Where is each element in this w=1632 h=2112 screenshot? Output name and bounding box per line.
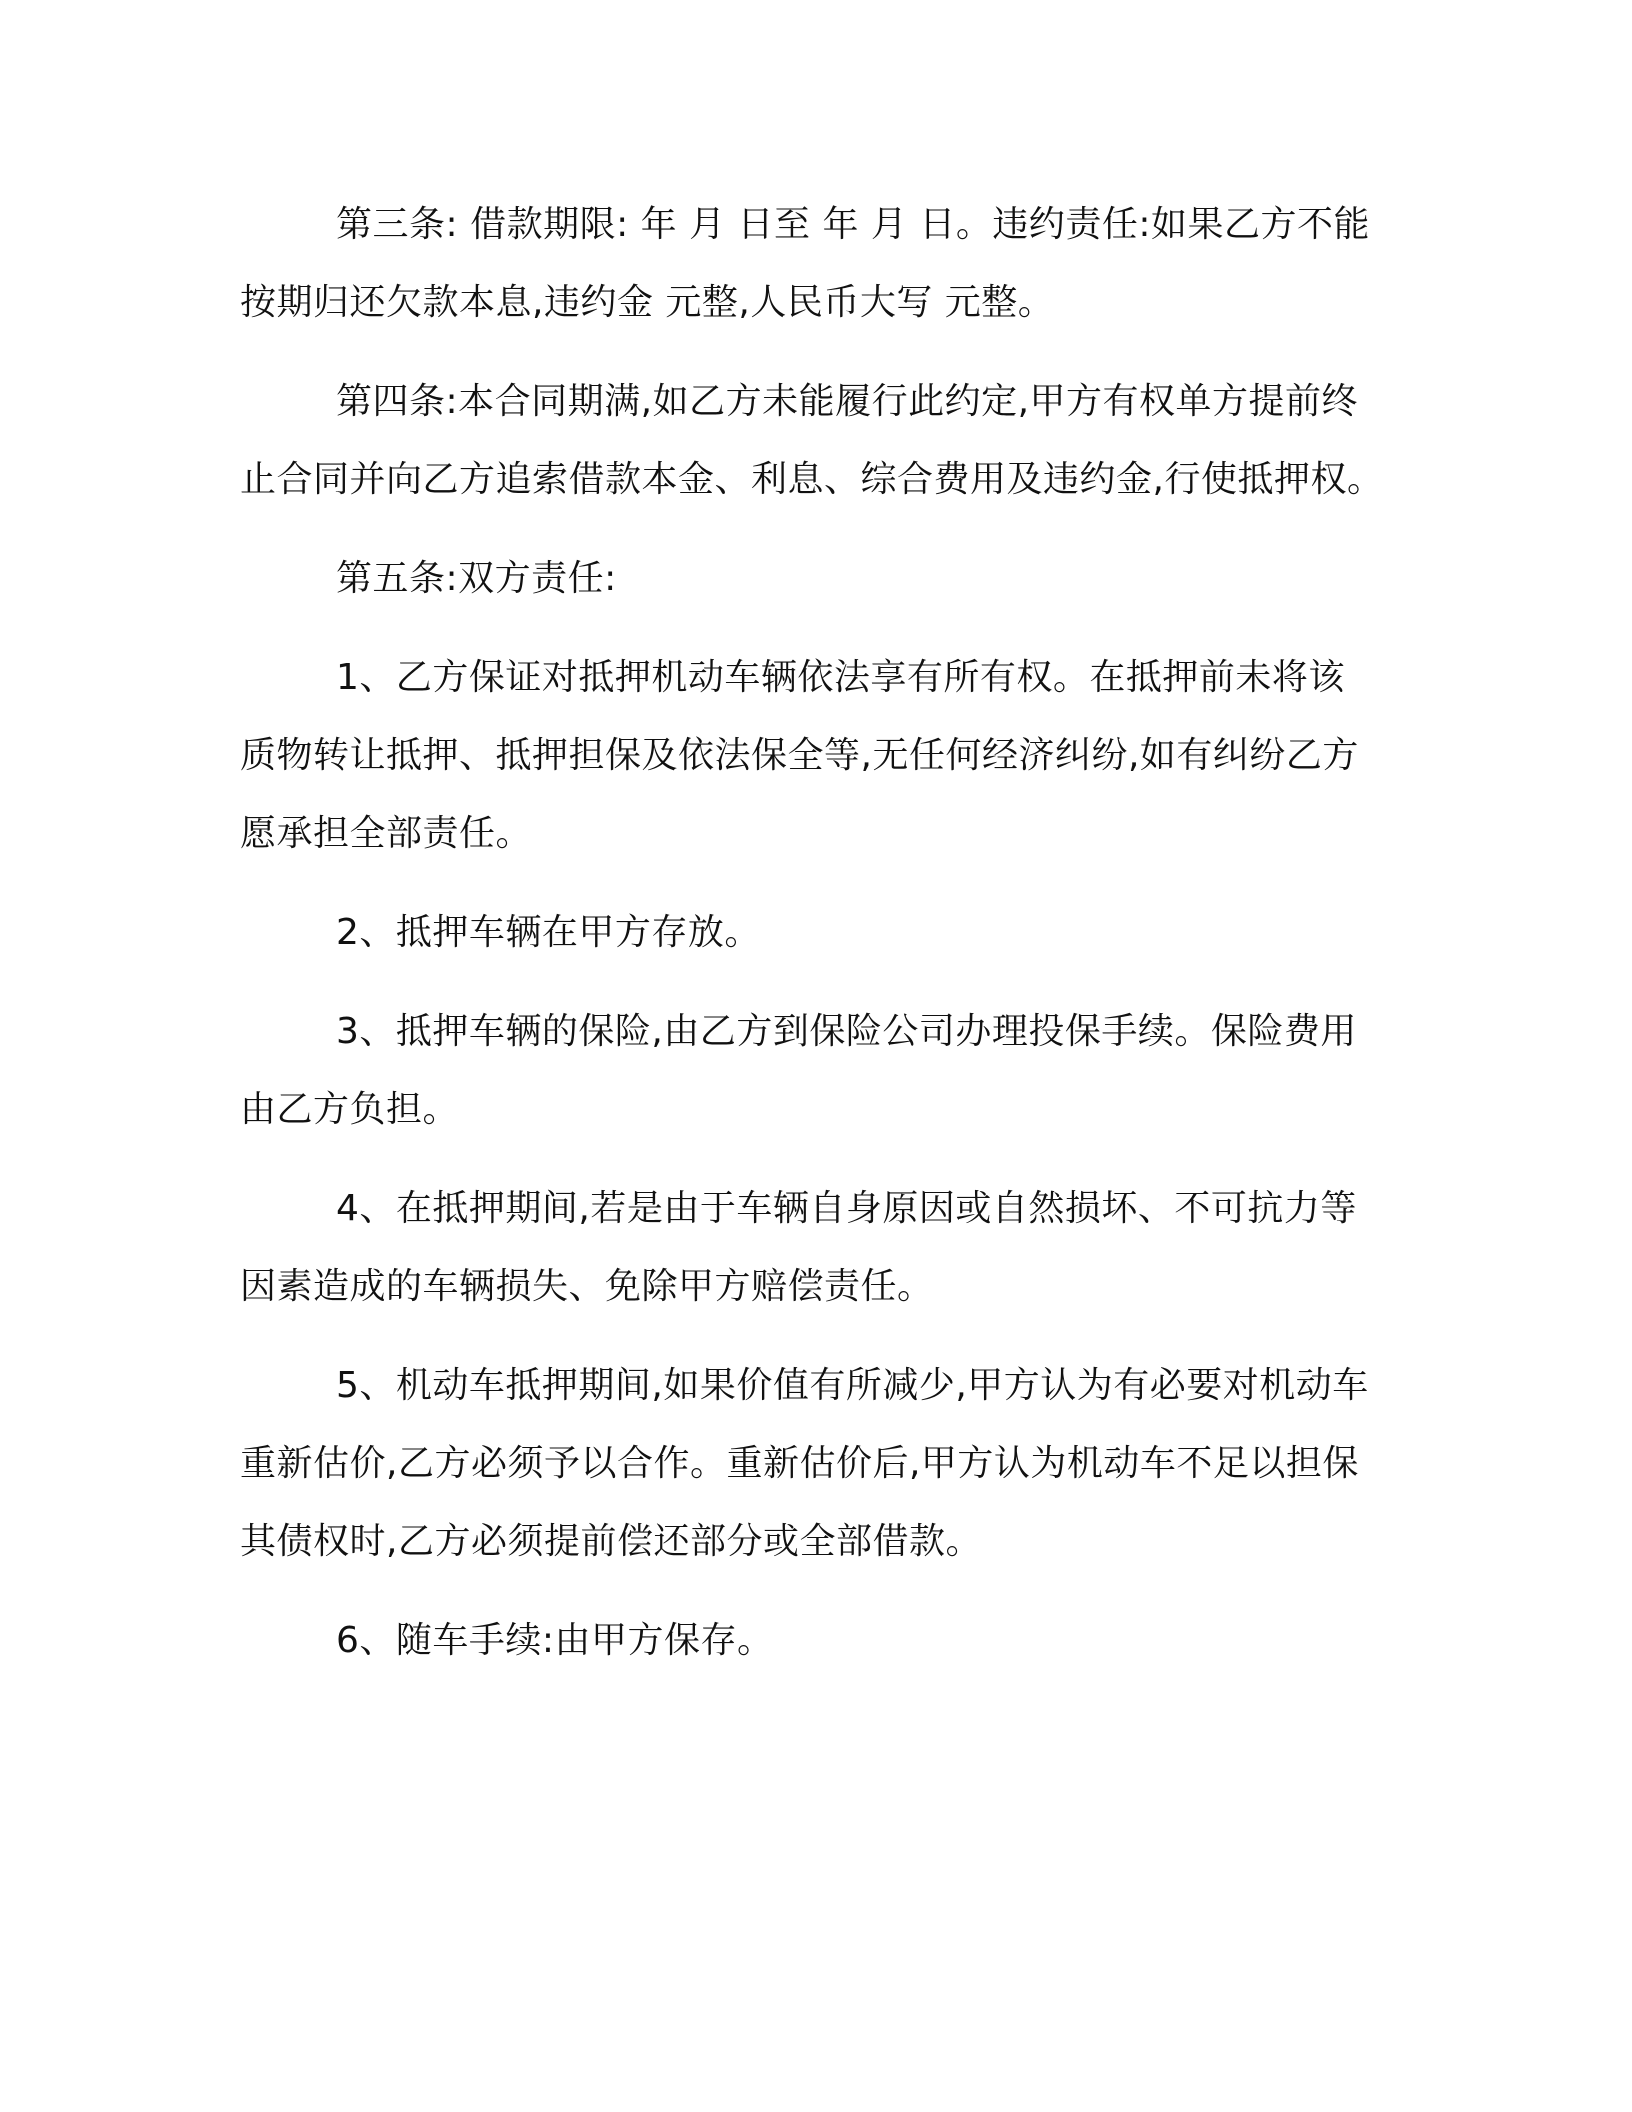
text-line: 止合同并向乙方追索借款本金、利息、综合费用及违约金,行使抵押权。	[240, 459, 1384, 500]
text-line: 质物转让抵押、抵押担保及依法保全等,无任何经济纠纷,如有纠纷乙方	[240, 735, 1359, 776]
clause-4-paragraph	[240, 1170, 1400, 1326]
text-line: 1、乙方保证对抵押机动车辆依法享有所有权。在抵押前未将该	[336, 657, 1345, 698]
text-line: 3、抵押车辆的保险,由乙方到保险公司办理投保手续。保险费用	[336, 1011, 1357, 1052]
clause-5-paragraph	[240, 1347, 1400, 1581]
text-line: 由乙方负担。	[240, 1089, 460, 1130]
text-line: 重新估价,乙方必须予以合作。重新估价后,甲方认为机动车不足以担保	[240, 1443, 1359, 1484]
text-line: 5、机动车抵押期间,如果价值有所减少,甲方认为有必要对机动车	[336, 1365, 1369, 1406]
clause-2-paragraph	[240, 894, 1400, 972]
text-line: 第三条: 借款期限: 年 月 日至 年 月 日。违约责任:如果乙方不能	[336, 204, 1370, 245]
clause-6-paragraph	[240, 1602, 1400, 1680]
text-line: 其债权时,乙方必须提前偿还部分或全部借款。	[240, 1521, 982, 1562]
clause-1-paragraph	[240, 639, 1400, 873]
text-line: 按期归还欠款本息,违约金 元整,人民币大写 元整。	[240, 282, 1055, 323]
text-line: 6、随车手续:由甲方保存。	[336, 1620, 774, 1661]
text-line: 4、在抵押期间,若是由于车辆自身原因或自然损坏、不可抗力等	[336, 1188, 1357, 1229]
article-4-paragraph	[240, 363, 1400, 519]
text-line: 愿承担全部责任。	[240, 813, 533, 854]
text-line: 2、抵押车辆在甲方存放。	[336, 912, 761, 953]
article-3-paragraph	[240, 186, 1400, 342]
text-line: 因素造成的车辆损失、免除甲方赔偿责任。	[240, 1266, 934, 1307]
text-line: 第四条:本合同期满,如乙方未能履行此约定,甲方有权单方提前终	[336, 381, 1359, 422]
article-5-heading	[240, 540, 1400, 618]
clause-3-paragraph	[240, 993, 1400, 1149]
document-body	[240, 186, 1400, 1701]
text-line: 第五条:双方责任:	[336, 558, 617, 599]
